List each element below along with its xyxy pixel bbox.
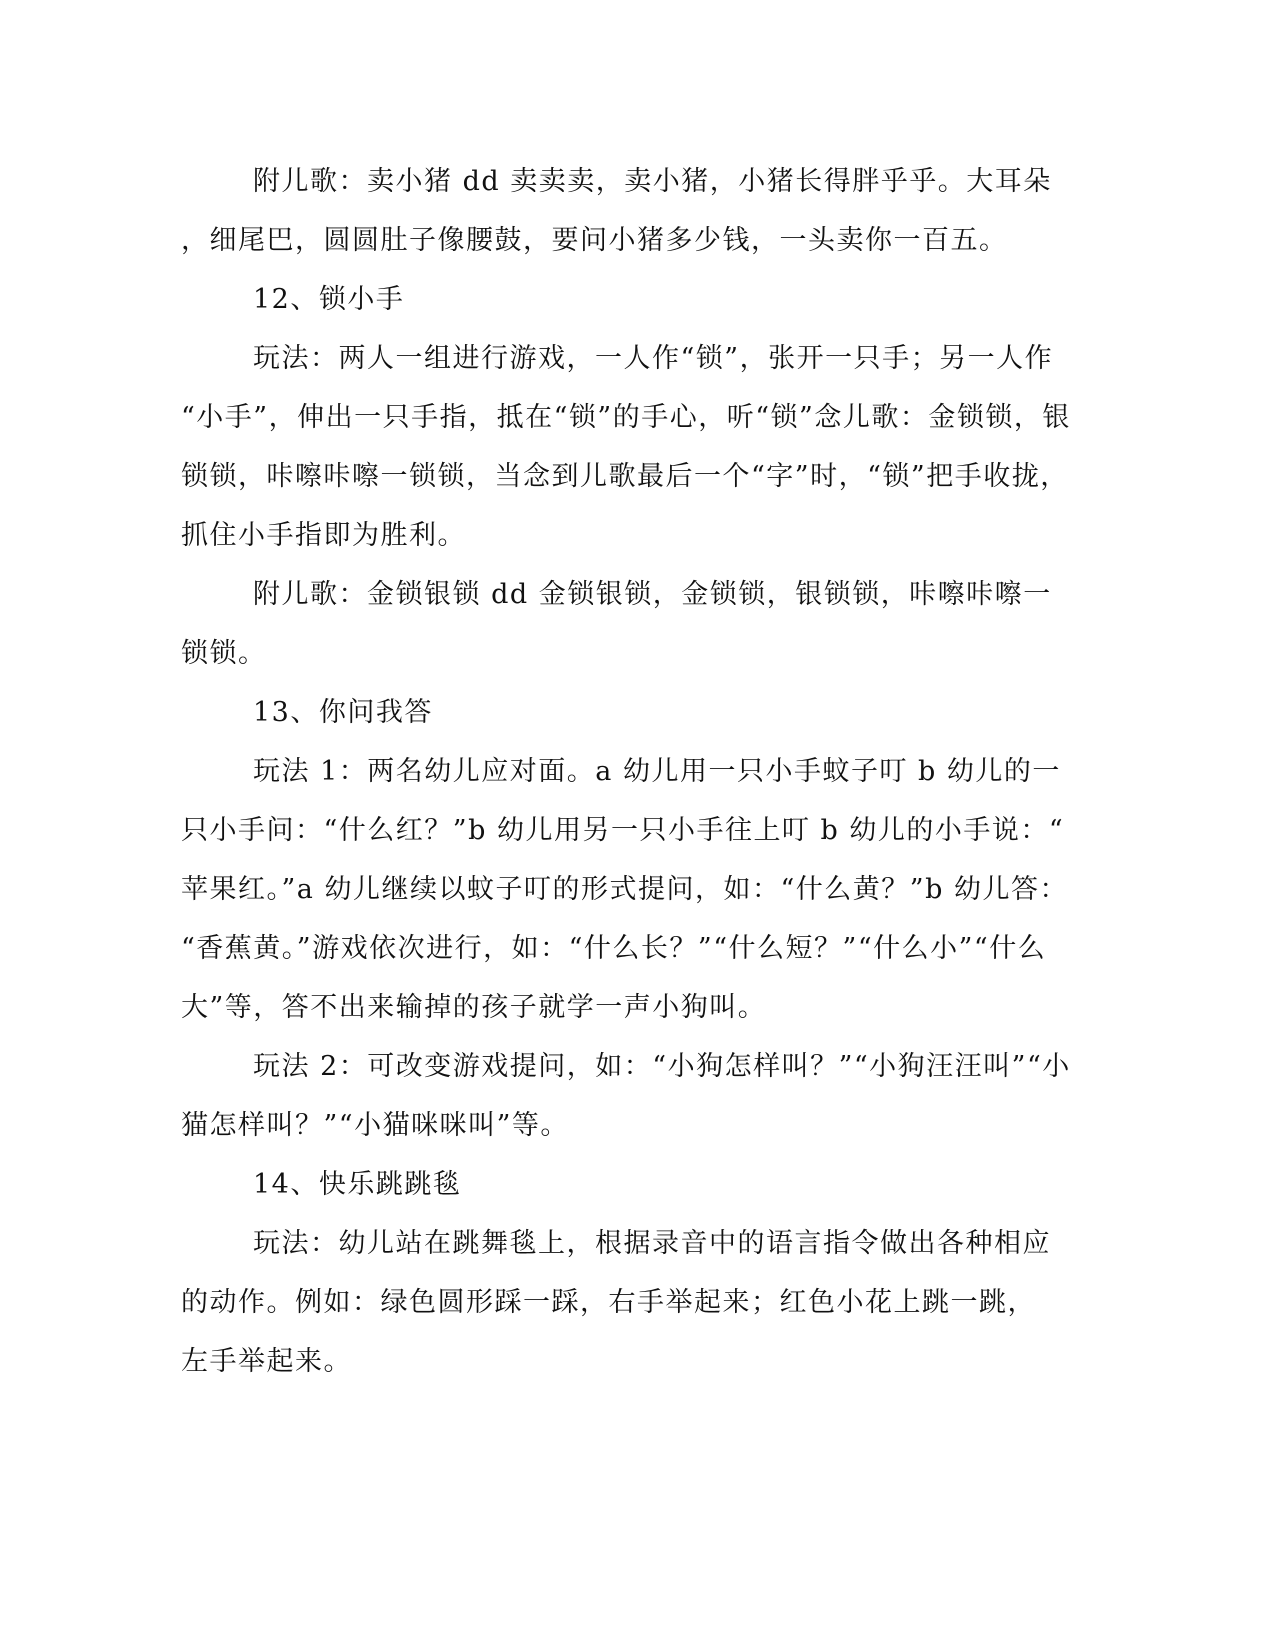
- section-heading: 12、锁小手: [253, 284, 405, 315]
- section-heading: 14、快乐跳跳毯: [253, 1169, 462, 1200]
- text-line: 锁锁，咔嚓咔嚓一锁锁，当念到儿歌最后一个“字”时，“锁”把手收拢，: [181, 461, 1069, 492]
- text-line: “香蕉黄。”游戏依次进行，如：“什么长？”“什么短？”“什么小”“什么: [181, 933, 1047, 964]
- text-line: 玩法：两人一组进行游戏，一人作“锁”，张开一只手；另一人作: [253, 343, 1054, 374]
- text-line: 苹果红。”a 幼儿继续以蚊子叮的形式提问，如：“什么黄？”b 幼儿答：: [181, 874, 1068, 905]
- text-line: 玩法 2：可改变游戏提问，如：“小狗怎样叫？”“小狗汪汪叫”“小: [253, 1051, 1071, 1082]
- text-line: ，细尾巴，圆圆肚子像腰鼓，要问小猪多少钱，一头卖你一百五。: [181, 225, 1008, 256]
- text-line: 猫怎样叫？”“小猫咪咪叫”等。: [181, 1110, 569, 1141]
- text-line: 附儿歌：卖小猪 dd 卖卖卖，卖小猪，小猪长得胖乎乎。大耳朵: [253, 166, 1052, 197]
- text-line: 玩法：幼儿站在跳舞毯上，根据录音中的语言指令做出各种相应: [253, 1228, 1051, 1259]
- text-line: 大”等，答不出来输掉的孩子就学一声小狗叫。: [181, 992, 767, 1023]
- document-page: [181, 152, 1071, 1391]
- text-line: 锁锁。: [181, 638, 267, 669]
- text-line: 的动作。例如：绿色圆形踩一踩，右手举起来；红色小花上跳一跳，: [181, 1287, 1036, 1318]
- text-line: 附儿歌：金锁银锁 dd 金锁银锁，金锁锁，银锁锁，咔嚓咔嚓一: [253, 579, 1052, 610]
- text-line: 只小手问：“什么红？”b 幼儿用另一只小手往上叮 b 幼儿的小手说：“: [181, 815, 1065, 846]
- text-line: “小手”，伸出一只手指，抵在“锁”的手心，听“锁”念儿歌：金锁锁，银: [181, 402, 1071, 433]
- text-line: 左手举起来。: [181, 1346, 352, 1377]
- text-line: 抓住小手指即为胜利。: [181, 520, 466, 551]
- section-heading: 13、你问我答: [253, 697, 433, 728]
- text-line: 玩法 1：两名幼儿应对面。a 幼儿用一只小手蚊子叮 b 幼儿的一: [253, 756, 1061, 787]
